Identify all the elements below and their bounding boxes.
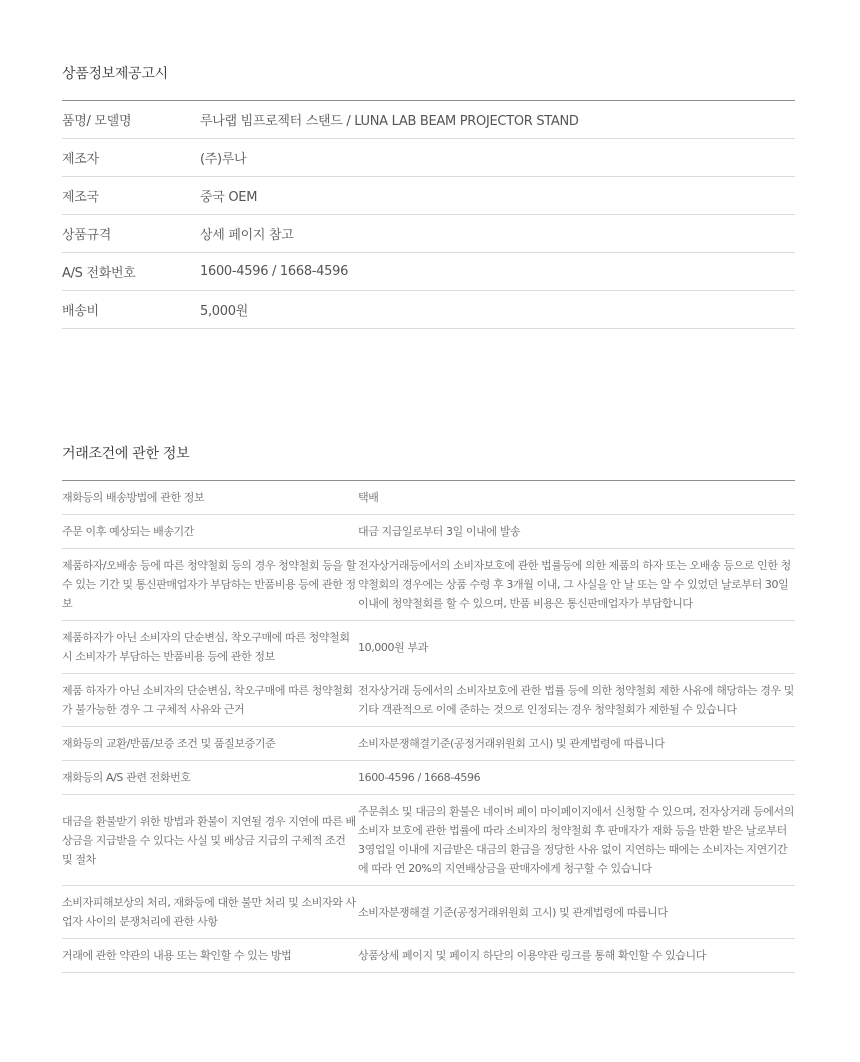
row-value: 상세 페이지 참고 [200,215,795,253]
table-row [62,215,795,253]
row-value: 택배 [358,481,795,515]
row-value: 5,000원 [200,291,795,329]
row-label: 제품하자가 아닌 소비자의 단순변심, 착오구매에 따른 청약철회 시 소비자가 부담하는 반품비용 등에 관한 정보 [62,621,358,674]
row-value: 소비자분쟁해결 기준(공정거래위원회 고시) 및 관계법령에 따릅니다 [358,886,795,939]
row-value: 주문취소 및 대금의 환불은 네이버 페이 마이페이지에서 신청할 수 있으며, 전자상거래 등에서의 소비자 보호에 관한 법률에 따라 소비자의 청약철회 후 판매자가 재화 등을 반환 받은 날로부터 3영업일 이내에 지급받은 대금의 환급을 정당한 사유 없이 지연하는 때에는 소비자는 지연기간에 따라 연 20%의 지연배상금을 판매자에게 청구할 수 있습니다 [358,795,795,886]
table-row [62,177,795,215]
row-label: 제품 하자가 아닌 소비자의 단순변심, 착오구매에 따른 청약철회가 불가능한 경우 그 구체적 사유와 근거 [62,674,358,727]
table-row [62,101,795,139]
row-label: 품명/ 모델명 [62,101,200,139]
table-row [62,253,795,291]
row-label: 재화등의 배송방법에 관한 정보 [62,481,358,515]
row-value: 상품상세 페이지 및 페이지 하단의 이용약관 링크를 통해 확인할 수 있습니다 [358,939,795,973]
row-label: 재화등의 A/S 관련 전화번호 [62,761,358,795]
row-value: (주)루나 [200,139,795,177]
row-label: 상품규격 [62,215,200,253]
trade-info-title: 거래조건에 관한 정보 [62,446,190,462]
row-value: 10,000원 부과 [358,621,795,674]
product-info-title: 상품정보제공고시 [62,66,168,82]
row-value: 1600-4596 / 1668-4596 [200,253,795,291]
table-row [62,139,795,177]
product-info-table [62,100,795,329]
row-value: 1600-4596 / 1668-4596 [358,761,795,795]
table-row [62,481,795,515]
table-row [62,939,795,973]
table-row [62,291,795,329]
row-label: 제품하자/오배송 등에 따른 청약철회 등의 경우 청약철회 등을 할 수 있는 기간 및 통신판매업자가 부담하는 반품비용 등에 관한 정보 [62,549,358,621]
table-row [62,727,795,761]
row-value: 전자상거래 등에서의 소비자보호에 관한 법률 등에 의한 청약철회 제한 사유에 해당하는 경우 및 기타 객관적으로 이에 준하는 것으로 인정되는 경우 청약철회가 제한될 수 있습니다 [358,674,795,727]
row-label: 소비자피해보상의 처리, 재화등에 대한 불만 처리 및 소비자와 사업자 사이의 분쟁처리에 관한 사항 [62,886,358,939]
row-label: 재화등의 교환/반품/보증 조건 및 품질보증기준 [62,727,358,761]
table-row [62,674,795,727]
row-value: 중국 OEM [200,177,795,215]
row-label: 제조국 [62,177,200,215]
row-label: 거래에 관한 약관의 내용 또는 확인할 수 있는 방법 [62,939,358,973]
table-row [62,795,795,886]
table-row [62,761,795,795]
row-label: 배송비 [62,291,200,329]
table-row [62,515,795,549]
row-label: 제조자 [62,139,200,177]
row-label: 대금을 환불받기 위한 방법과 환불이 지연될 경우 지연에 따른 배상금을 지급받을 수 있다는 사실 및 배상금 지급의 구체적 조건 및 절차 [62,795,358,886]
row-value: 전자상거래등에서의 소비자보호에 관한 법률등에 의한 제품의 하자 또는 오배송 등으로 인한 청약철회의 경우에는 상품 수령 후 3개월 이내, 그 사실을 안 날 또는 알 수 있었던 날로부터 30일 이내에 청약철회를 할 수 있으며, 반품 비용은 통신판매업자가 부담합니다 [358,549,795,621]
row-value: 대금 지급일로부터 3일 이내에 발송 [358,515,795,549]
row-label: A/S 전화번호 [62,253,200,291]
table-row [62,886,795,939]
table-row [62,621,795,674]
row-value: 루나랩 빔프로젝터 스탠드 / LUNA LAB BEAM PROJECTOR STAND [200,101,795,139]
row-label: 주문 이후 예상되는 배송기간 [62,515,358,549]
trade-info-table [62,480,795,973]
table-row [62,549,795,621]
row-value: 소비자분쟁해결기준(공정거래위원회 고시) 및 관계법령에 따릅니다 [358,727,795,761]
